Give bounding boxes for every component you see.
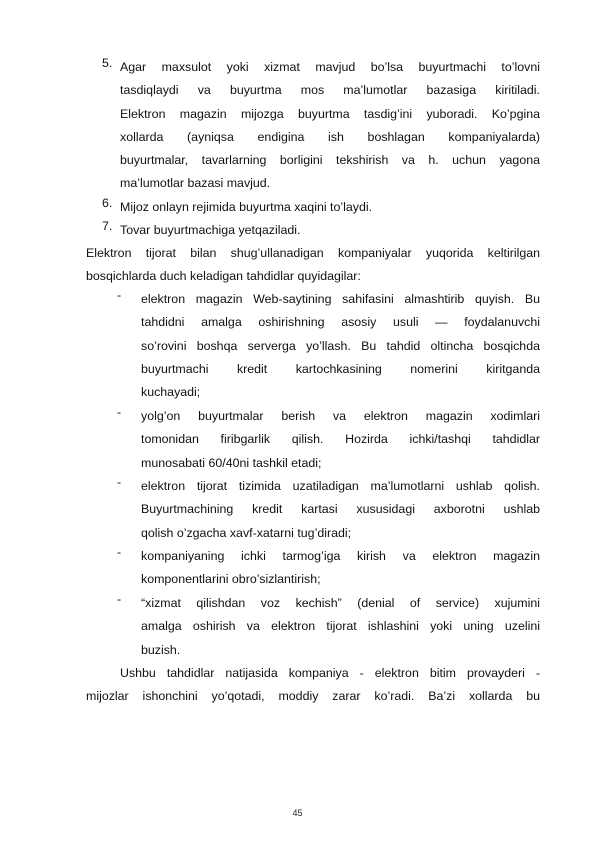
text-line: buyurtmalar, tavarlarning borligini tekshirish va h. uchun yagona bbox=[120, 153, 540, 168]
text-line: buzish. bbox=[141, 642, 181, 657]
text-line: mijozlar ishonchini yo’qotadi, moddiy zarar ko’radi. Ba’zi xollarda bu bbox=[86, 689, 540, 704]
text-line: so’rovini boshqa serverga yo’llash. Bu tahdid oltincha bosqichda bbox=[141, 338, 540, 353]
text-line: xollarda (ayniqsa endigina ish boshlagan kompaniyalarda) bbox=[120, 129, 540, 144]
text-line: bosqichlarda duch keladigan tahdidlar quyidagilar: bbox=[86, 269, 361, 284]
text-line: yolg’on buyurtmalar berish va elektron magazin xodimlari bbox=[141, 409, 540, 423]
threat-item bbox=[141, 475, 540, 545]
text-line: komponentlarini obro’sizlantirish; bbox=[141, 572, 321, 587]
text-line: tomonidan firibgarlik qilish. Hozirda ichki/tashqi tahdidlar bbox=[141, 432, 540, 447]
numbered-item-6 bbox=[120, 196, 540, 219]
text-line: Elektron magazin mijozga buyurtma tasdig’ini yuboradi. Ko’pgina bbox=[120, 106, 540, 121]
threat-item bbox=[141, 592, 540, 662]
text-line: Ushbu tahdidlar natijasida kompaniya - elektron bitim provayderi - bbox=[120, 666, 540, 680]
intro-paragraph bbox=[86, 242, 540, 289]
text-line: amalga oshirish va elektron tijorat ishlashini yoki uning uzelini bbox=[141, 619, 540, 634]
list-number: 7. bbox=[102, 219, 113, 233]
text-line: tahdidni amalga oshirishning asosiy usuli — foydalanuvchi bbox=[141, 315, 540, 330]
bullet-dash: - bbox=[117, 592, 122, 606]
text-line: Agar maxsulot yoki xizmat mavjud bo’lsa buyurtmachi to’lovni bbox=[120, 60, 540, 74]
text-line: Mijoz onlayn rejimida buyurtma xaqini to’laydi. bbox=[120, 200, 373, 214]
threat-item bbox=[141, 288, 540, 404]
text-line: qolish o’zgacha xavf-xatarni tug’diradi; bbox=[141, 525, 352, 540]
text-line: “xizmat qilishdan voz kechish” (denial of service) xujumini bbox=[141, 596, 540, 610]
list-number: 5. bbox=[102, 56, 113, 70]
text-line: Elektron tijorat bilan shug’ullanadigan kompaniyalar yuqorida keltirilgan bbox=[86, 246, 540, 260]
text-line: kuchayadi; bbox=[141, 385, 201, 400]
text-line: Tovar buyurtmachiga yetqaziladi. bbox=[120, 223, 301, 237]
text-line: kompaniyaning ichki tarmog’iga kirish va elektron magazin bbox=[141, 549, 540, 563]
text-line: tasdiqlaydi va buyurtma mos ma’lumotlar bazasiga kiritiladi. bbox=[120, 83, 540, 98]
bullet-dash: - bbox=[117, 475, 122, 489]
text-line: elektron tijorat tizimida uzatiladigan ma’lumotlarni ushlab qolish. bbox=[141, 479, 540, 493]
threat-item bbox=[141, 545, 540, 592]
page-number: 45 bbox=[292, 808, 303, 818]
numbered-item-7 bbox=[120, 219, 540, 242]
text-line: ma’lumotlar bazasi mavjud. bbox=[120, 176, 271, 191]
text-line: buyurtmachi kredit kartochkasining nomerini kiritganda bbox=[141, 361, 540, 376]
text-line: Buyurtmachining kredit kartasi xususidagi axborotni ushlab bbox=[141, 502, 540, 517]
closing-paragraph bbox=[86, 662, 540, 709]
threat-item bbox=[141, 405, 540, 475]
list-number: 6. bbox=[102, 196, 113, 210]
text-line: munosabati 60/40ni tashkil etadi; bbox=[141, 455, 322, 470]
bullet-dash: - bbox=[117, 405, 122, 419]
bullet-dash: - bbox=[117, 545, 122, 559]
bullet-dash: - bbox=[117, 288, 122, 302]
text-line: elektron magazin Web-saytining sahifasini almashtirib quyish. Bu bbox=[141, 292, 540, 306]
numbered-item-5 bbox=[120, 56, 540, 196]
